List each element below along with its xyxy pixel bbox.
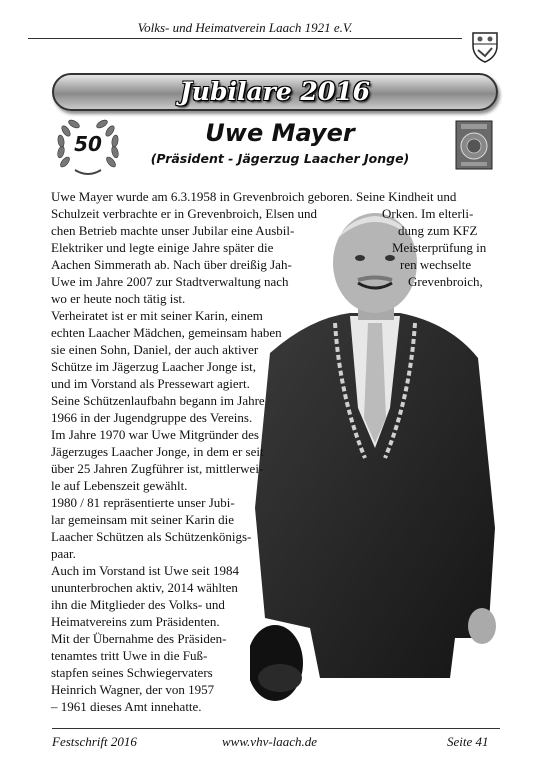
body-line: Aachen Simmerath ab. Nach über dreißig Jah- — [51, 257, 292, 272]
body-line: Im Jahre 1970 war Uwe Mitgründer des — [51, 427, 259, 442]
body-line: 1966 in der Jugendgruppe des Vereins. — [51, 410, 253, 425]
body-line: Laacher Schützen als Schützenkönigs- — [51, 529, 252, 544]
body-line: Auch im Vorstand ist Uwe seit 1984 — [51, 563, 240, 578]
person-name: Uwe Mayer — [205, 119, 355, 147]
body-line: sie einen Sohn, Daniel, der auch aktiver — [51, 342, 259, 357]
body-fragment: Meisterprüfung in — [392, 240, 487, 255]
body-line: chen Betrieb machte unser Jubilar eine Ausbil- — [51, 223, 295, 238]
body-line: tenamtes tritt Uwe in die Fuß- — [51, 648, 208, 663]
body-fragment: dung zum KFZ — [398, 223, 478, 238]
body-line: paar. — [51, 546, 76, 561]
body-line: Heimatvereins zum Präsidenten. — [51, 614, 220, 629]
body-line: – 1961 dieses Amt innehatte. — [51, 699, 202, 714]
footer-divider — [52, 728, 500, 729]
footer-left: Festschrift 2016 — [52, 734, 137, 749]
crest-icon — [470, 30, 500, 64]
body-line: echten Laacher Mädchen, gemeinsam haben — [51, 325, 282, 340]
body-line: wo er heute noch tätig ist. — [51, 291, 186, 306]
banner-title: Jubilare 2016 — [179, 77, 371, 106]
body-line: stapfen seines Schwiegervaters — [51, 665, 213, 680]
body-fragment: Orken. Im elterli- — [382, 206, 474, 221]
body-line: lar gemeinsam mit seiner Karin die — [51, 512, 235, 527]
body-line: Jägerzuges Laacher Jonge, in dem er seit — [51, 444, 264, 459]
body-line: Schulzeit verbrachte er in Grevenbroich, Elsen und — [51, 206, 318, 221]
body-line: Uwe Mayer wurde am 6.3.1958 in Grevenbroich geboren. Seine Kindheit und — [51, 189, 457, 204]
jubilee-number: 50 — [74, 132, 102, 156]
page-number: Seite 41 — [447, 734, 489, 749]
body-line: Schütze im Jägerzug Laacher Jonge ist, — [51, 359, 257, 374]
body-line: Uwe im Jahre 2007 zur Stadtverwaltung nach — [51, 274, 289, 289]
body-line: über 25 Jahren Zugführer ist, mittlerwei- — [51, 461, 264, 476]
body-fragment: ren wechselte — [400, 257, 472, 272]
body-line: 1980 / 81 repräsentierte unser Jubi- — [51, 495, 235, 510]
body-line: le auf Lebenszeit gewählt. — [51, 478, 188, 493]
header-divider — [28, 38, 462, 39]
body-line: Seine Schützenlaufbahn begann im Jahre — [51, 393, 265, 408]
body-line: Mit der Übernahme des Präsiden- — [51, 631, 227, 646]
body-line: Heinrich Wagner, der von 1957 — [51, 682, 215, 697]
body-fragment: Grevenbroich, — [408, 274, 483, 289]
jaegerzug-badge-icon — [455, 120, 493, 170]
body-line: Elektriker und legte einige Jahre später die — [51, 240, 274, 255]
body-line: ununterbrochen aktiv, 2014 wählten — [51, 580, 238, 595]
person-role: (Präsident - Jägerzug Laacher Jonge) — [150, 151, 410, 166]
body-line: und im Vorstand als Pressewart agiert. — [51, 376, 250, 391]
header-title: Volks- und Heimatverein Laach 1921 e.V. — [137, 20, 353, 35]
body-line: Verheiratet ist er mit seiner Karin, einem — [51, 308, 263, 323]
footer-url: www.vhv-laach.de — [222, 734, 318, 749]
body-line: ihn die Mitglieder des Volks- und — [51, 597, 225, 612]
